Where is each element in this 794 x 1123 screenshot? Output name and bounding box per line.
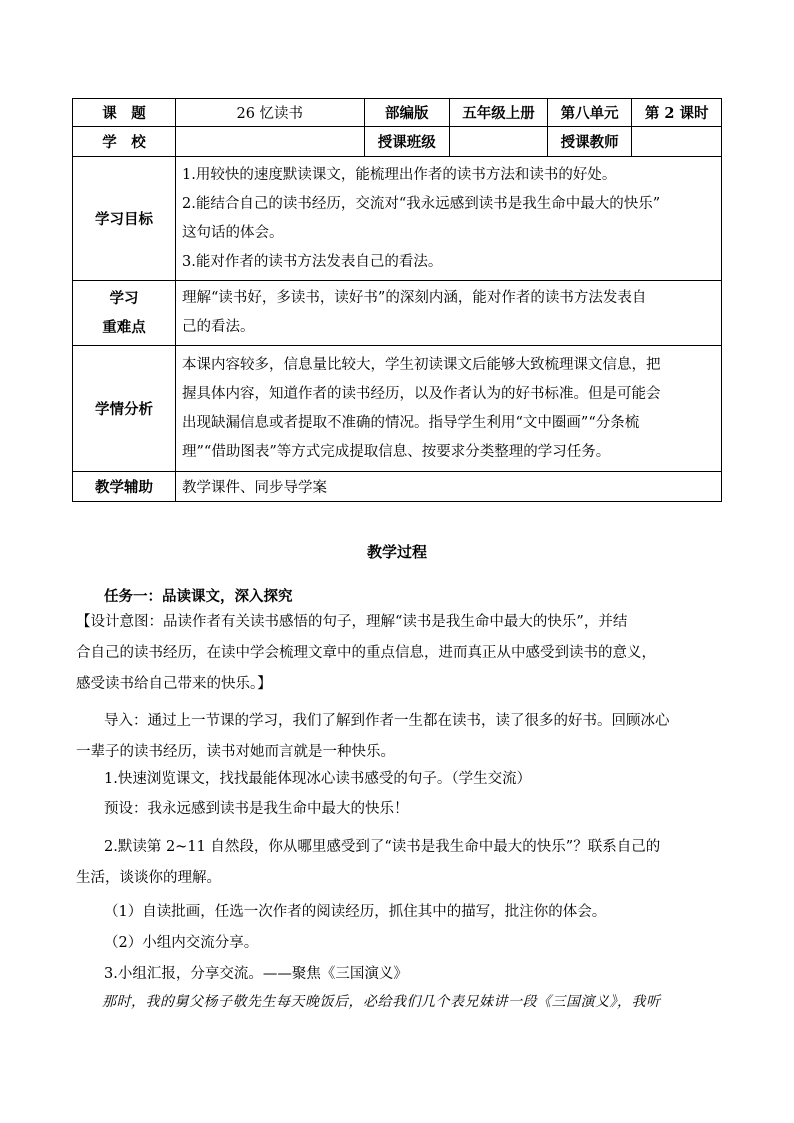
teacher-value (632, 127, 722, 157)
design-intent-line: 感受读书给自己带来的快乐。】 (76, 676, 272, 692)
preset-answer: 预设：我永远感到读书是我生命中最大的快乐！ (104, 801, 409, 817)
analysis-line: 握具体内容，知道作者的读书经历，以及作者认为的好书标准。但是可能会 (182, 385, 661, 402)
aids-content: 教学课件、同步导学案 (176, 472, 722, 502)
step-2-line: 生活，谈谈你的理解。 (76, 870, 221, 886)
analysis-label: 学情分析 (73, 346, 176, 472)
section-title: 教学过程 (366, 543, 427, 561)
class-value (450, 127, 548, 157)
goals-content (176, 157, 722, 281)
task-heading: 任务一：品读课文，深入探究 (104, 588, 293, 605)
topic-label: 课 题 (73, 99, 176, 127)
lesson-plan-table (72, 98, 722, 502)
analysis-line: 理”“借助图表”等方式完成提取信息、按要求分类整理的学习任务。 (182, 443, 611, 460)
analysis-line: 本课内容较多，信息量比较大，学生初读课文后能够大致梳理课文信息，把 (182, 356, 661, 373)
goal-line: 这句话的体会。 (182, 224, 284, 241)
sub-step-1: （1）自读批画，任选一次作者的阅读经历，抓住其中的描写，批注你的体会。 (104, 904, 607, 920)
key-line: 己的看法。 (182, 319, 255, 335)
quote-excerpt: 那时，我的舅父杨子敬先生每天晚饭后，必给我们几个表兄妹讲一段《三国演义》，我听 (102, 994, 661, 1010)
table-row-school (73, 127, 722, 157)
school-label: 学 校 (73, 127, 176, 157)
school-value (176, 127, 365, 157)
aids-label: 教学辅助 (73, 472, 176, 502)
design-intent-line: 合自己的读书经历，在读中学会梳理文章中的重点信息，进而真正从中感受到读书的意义， (76, 645, 656, 661)
table-row-goals (73, 157, 722, 281)
lesson-number: 第 2 课时 (632, 99, 722, 127)
intro-line: 一辈子的读书经历，读书对她而言就是一种快乐。 (76, 744, 395, 760)
table-row-title (73, 99, 722, 127)
unit: 第八单元 (547, 99, 631, 127)
goals-label: 学习目标 (73, 157, 176, 281)
intro-line: 导入：通过上一节课的学习，我们了解到作者一生都在读书，读了很多的好书。回顾冰心 (104, 713, 670, 729)
sub-step-2: （2）小组内交流分享。 (104, 935, 259, 951)
lesson-title: 26 忆读书 (176, 99, 365, 127)
class-label: 授课班级 (364, 127, 450, 157)
step-3: 3.小组汇报，分享交流。——聚焦《三国演义》 (104, 966, 408, 982)
key-line: 理解“读书好，多读书，读好书”的深刻内涵，能对作者的读书方法发表自 (182, 290, 647, 306)
goal-line: 1.用较快的速度默读课文，能梳理出作者的读书方法和读书的好处。 (182, 166, 617, 183)
edition: 部编版 (364, 99, 450, 127)
table-row-key-points (73, 281, 722, 346)
table-row-analysis (73, 346, 722, 472)
analysis-content (176, 346, 722, 472)
step-2-line: 2.默读第 2~11 自然段，你从哪里感受到了“读书是我生命中最大的快乐”？联系自己的 (104, 839, 661, 855)
table-row-aids (73, 472, 722, 502)
grade: 五年级上册 (450, 99, 548, 127)
step-1: 1.快速浏览课文，找找最能体现冰心读书感受的句子。（学生交流） (104, 771, 532, 787)
key-points-label: 学习 重难点 (73, 281, 176, 346)
teacher-label: 授课教师 (547, 127, 631, 157)
design-intent-line: 【设计意图：品读作者有关读书感悟的句子，理解“读书是我生命中最大的快乐”，并结 (76, 614, 628, 630)
goal-line: 3.能对作者的读书方法发表自己的看法。 (182, 253, 443, 270)
analysis-line: 出现缺漏信息或者提取不准确的情况。指导学生利用“文中圈画”“分条梳 (182, 414, 640, 431)
key-points-content (176, 281, 722, 346)
goal-line: 2.能结合自己的读书经历，交流对“我永远感到读书是我生命中最大的快乐” (182, 195, 661, 212)
